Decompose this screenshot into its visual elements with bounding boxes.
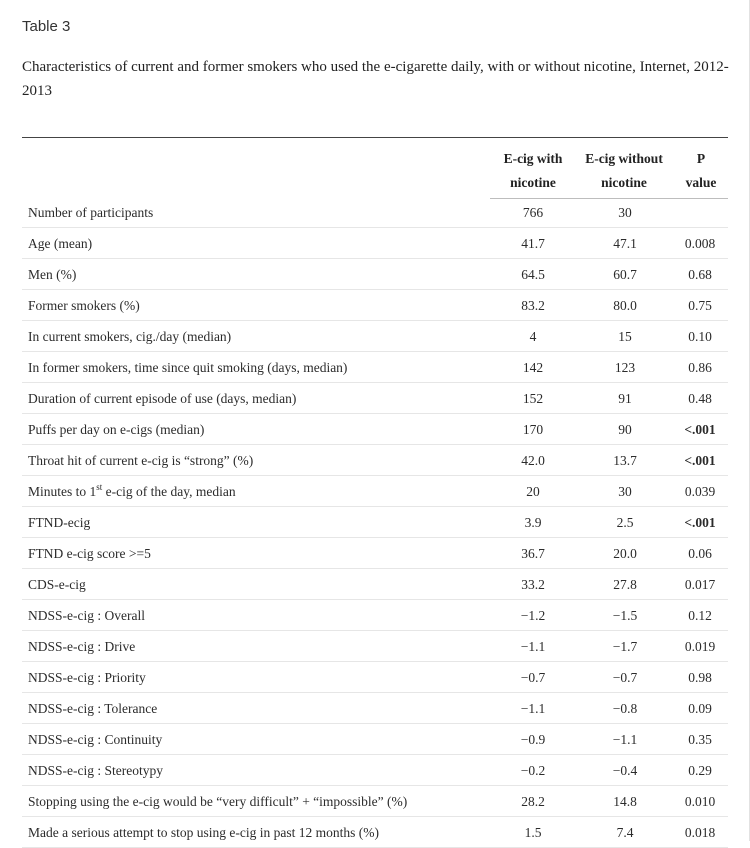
cell-without-nicotine: 60.7 xyxy=(613,267,637,282)
row-label-superscript: st xyxy=(96,482,103,492)
cell-p-value: <.001 xyxy=(684,515,716,530)
column-header-without-nicotine xyxy=(572,147,676,195)
column-header-line: P xyxy=(696,151,706,166)
row-label-text: Number of participants xyxy=(28,205,154,220)
table-row xyxy=(0,693,750,724)
cell-p-value: <.001 xyxy=(684,453,716,468)
cell-p-value: 0.68 xyxy=(688,267,712,282)
row-label xyxy=(28,817,379,848)
table-row xyxy=(0,569,750,600)
cell-with-nicotine: 170 xyxy=(522,422,544,437)
row-label-text: CDS-e-cig xyxy=(28,577,86,592)
table-row xyxy=(0,383,750,414)
table-row xyxy=(0,352,750,383)
cell-p-value: 0.010 xyxy=(684,794,716,809)
cell-without-nicotine: −1.5 xyxy=(612,608,638,623)
cell-with-nicotine: 64.5 xyxy=(521,267,545,282)
cell-p-value: 0.06 xyxy=(688,546,712,561)
table-row xyxy=(0,631,750,662)
table-row xyxy=(0,755,750,786)
row-label-text: NDSS-e-cig : Tolerance xyxy=(28,701,158,716)
table-row xyxy=(0,817,750,848)
cell-p-value: 0.86 xyxy=(688,360,712,375)
cell-p-value: 0.019 xyxy=(684,639,716,654)
table-row xyxy=(0,507,750,538)
column-header-p-value xyxy=(676,147,726,195)
cell-with-nicotine: −0.9 xyxy=(520,732,546,747)
row-label xyxy=(28,197,153,228)
cell-p-value: 0.008 xyxy=(684,236,716,251)
cell-p-value: <.001 xyxy=(684,422,716,437)
table-row xyxy=(0,321,750,352)
cell-without-nicotine: 27.8 xyxy=(613,577,637,592)
row-label xyxy=(28,538,151,569)
cell-p-value: 0.018 xyxy=(684,825,716,840)
cell-with-nicotine: 142 xyxy=(522,360,544,375)
cell-p-value: 0.29 xyxy=(688,763,712,778)
cell-p-value: 0.12 xyxy=(688,608,712,623)
cell-without-nicotine: −0.7 xyxy=(612,670,638,685)
cell-p-value: 0.98 xyxy=(688,670,712,685)
row-label-text: Men (%) xyxy=(28,267,77,282)
table-caption: Characteristics of current and former smokers who used the e-cigarette daily, with or without nicotine, Internet, 2012-2013 xyxy=(22,59,729,99)
row-label-text: Minutes to 1 xyxy=(28,484,97,499)
column-header-line: E-cig without xyxy=(585,151,663,166)
row-label-text: NDSS-e-cig : Overall xyxy=(28,608,145,623)
table-top-rule xyxy=(22,137,728,138)
table-row xyxy=(0,786,750,817)
cell-with-nicotine: 1.5 xyxy=(524,825,542,840)
column-header-line: E-cig with xyxy=(503,151,563,166)
table-row xyxy=(0,600,750,631)
row-label-text: FTND e-cig score >=5 xyxy=(28,546,151,561)
cell-with-nicotine: −1.1 xyxy=(520,639,546,654)
cell-without-nicotine: 13.7 xyxy=(613,453,637,468)
cell-with-nicotine: 28.2 xyxy=(521,794,545,809)
row-label-text: FTND-ecig xyxy=(28,515,91,530)
cell-p-value: 0.017 xyxy=(684,577,716,592)
row-label xyxy=(28,507,90,538)
row-label xyxy=(28,352,347,383)
cell-without-nicotine: −0.8 xyxy=(612,701,638,716)
row-label xyxy=(28,569,86,600)
table-row xyxy=(0,259,750,290)
row-label-text: In former smokers, time since quit smoking (days, median) xyxy=(28,360,348,375)
row-label xyxy=(28,259,76,290)
row-label xyxy=(28,445,253,476)
cell-p-value: 0.75 xyxy=(688,298,712,313)
cell-without-nicotine: 47.1 xyxy=(613,236,637,251)
cell-without-nicotine: −1.1 xyxy=(612,732,638,747)
table-row xyxy=(0,290,750,321)
cell-with-nicotine: 83.2 xyxy=(521,298,545,313)
cell-without-nicotine: 90 xyxy=(618,422,632,437)
row-label-text: Duration of current episode of use (days, median) xyxy=(28,391,297,406)
cell-p-value: 0.039 xyxy=(684,484,716,499)
row-label xyxy=(28,321,231,352)
cell-with-nicotine: 766 xyxy=(522,205,544,220)
cell-p-value: 0.35 xyxy=(688,732,712,747)
row-label xyxy=(28,476,236,507)
table-row xyxy=(0,538,750,569)
cell-without-nicotine: −0.4 xyxy=(612,763,638,778)
cell-without-nicotine: 30 xyxy=(618,484,632,499)
cell-with-nicotine: 4 xyxy=(529,329,537,344)
cell-with-nicotine: 42.0 xyxy=(521,453,545,468)
row-label-text: Puffs per day on e-cigs (median) xyxy=(28,422,205,437)
cell-p-value: 0.10 xyxy=(688,329,712,344)
row-label xyxy=(28,631,135,662)
row-label xyxy=(28,693,157,724)
row-label-text: NDSS-e-cig : Priority xyxy=(28,670,146,685)
cell-with-nicotine: −1.1 xyxy=(520,701,546,716)
cell-with-nicotine: 41.7 xyxy=(521,236,545,251)
column-header-line: value xyxy=(685,175,717,190)
cell-without-nicotine: 91 xyxy=(618,391,632,406)
table-row xyxy=(0,197,750,228)
row-label xyxy=(28,600,145,631)
cell-with-nicotine: −0.7 xyxy=(520,670,546,685)
row-label-text: Made a serious attempt to stop using e-cig in past 12 months (%) xyxy=(28,825,379,840)
table-row xyxy=(0,414,750,445)
row-label xyxy=(28,383,296,414)
row-label-text: In current smokers, cig./day (median) xyxy=(28,329,232,344)
row-label-text: Former smokers (%) xyxy=(28,298,140,313)
cell-p-value: 0.48 xyxy=(688,391,712,406)
cell-with-nicotine: −1.2 xyxy=(520,608,546,623)
row-label-text: Throat hit of current e-cig is “strong” (%) xyxy=(28,453,254,468)
cell-without-nicotine: 2.5 xyxy=(616,515,634,530)
row-label xyxy=(28,414,204,445)
cell-without-nicotine: 7.4 xyxy=(616,825,634,840)
cell-without-nicotine: 123 xyxy=(614,360,636,375)
cell-without-nicotine: 30 xyxy=(618,205,632,220)
cell-without-nicotine: 20.0 xyxy=(613,546,637,561)
cell-without-nicotine: −1.7 xyxy=(612,639,638,654)
column-header-line: nicotine xyxy=(510,175,556,190)
table-body xyxy=(0,197,750,848)
row-label-text: Age (mean) xyxy=(28,236,93,251)
row-label-text: Stopping using the e-cig would be “very difficult” + “impossible” (%) xyxy=(28,794,408,809)
row-label xyxy=(28,290,140,321)
cell-with-nicotine: 36.7 xyxy=(521,546,545,561)
row-label xyxy=(28,755,163,786)
cell-with-nicotine: 152 xyxy=(522,391,544,406)
table-number-label: Table 3 xyxy=(22,18,71,35)
row-label-text: NDSS-e-cig : Stereotypy xyxy=(28,763,163,778)
column-header-line: nicotine xyxy=(601,175,647,190)
table-row xyxy=(0,662,750,693)
cell-without-nicotine: 15 xyxy=(618,329,632,344)
row-label xyxy=(28,724,162,755)
cell-with-nicotine: 33.2 xyxy=(521,577,545,592)
table-row xyxy=(0,228,750,259)
table-row xyxy=(0,445,750,476)
cell-with-nicotine: 20 xyxy=(526,484,540,499)
table-row xyxy=(0,724,750,755)
row-label-text: NDSS-e-cig : Continuity xyxy=(28,732,163,747)
cell-without-nicotine: 14.8 xyxy=(613,794,637,809)
cell-p-value: 0.09 xyxy=(688,701,712,716)
row-label xyxy=(28,786,407,817)
cell-without-nicotine: 80.0 xyxy=(613,298,637,313)
row-label xyxy=(28,228,92,259)
row-label xyxy=(28,662,146,693)
row-label-text: NDSS-e-cig : Drive xyxy=(28,639,136,654)
cell-with-nicotine: 3.9 xyxy=(524,515,542,530)
table-row xyxy=(0,476,750,507)
column-header-with-nicotine xyxy=(490,147,576,195)
row-label-text: e-cig of the day, median xyxy=(102,484,236,499)
cell-with-nicotine: −0.2 xyxy=(520,763,546,778)
